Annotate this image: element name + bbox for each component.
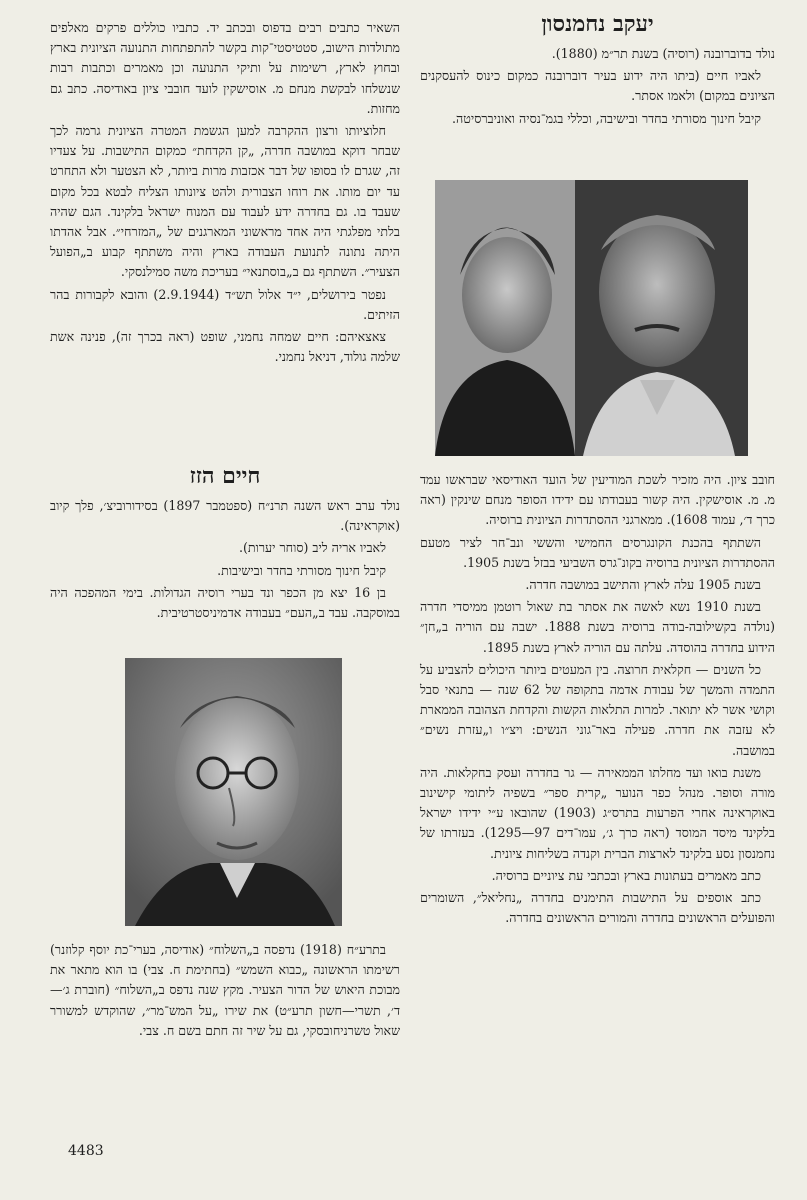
paragraph: חובב ציון. היה מזכיר לשכת המודיעין של הועד האודיסאי שבראשו עמד מ. מ. אוסישקין. היה קשור בעבודתו עם ידידו הסופר מנחם שינקין (ראה כרך ד׳, עמוד 1608). ממארגני ההסתדרות הציונית ברוסיה. <box>420 472 775 528</box>
paragraph: צאצאיהם: חיים שמחה נחמני, שופט (ראה בכרך זה), פנינה אשת שלמה גולוד, דניאל נחמני. <box>50 329 400 365</box>
portrait-man-glasses-icon <box>125 658 342 926</box>
portrait-photo-yaakov-and-ester <box>435 180 748 456</box>
paragraph: בשנת 1905 עלה לארץ והתישב במושבה חדרה. <box>525 577 761 593</box>
paragraph: קיבל חינוך מסורתי בחדר ובישיבות. <box>217 562 386 578</box>
paragraph: השאיר כתבים רבים בדפוס ובכתב יד. כתביו כוללים פרקים מאלפים מתולדות הישוב, סטטיסטי־קות בקשר להתפתחות התנועה הציונית בארץ ובחוץ לארץ, רשימות על ותיקי התנועה וכן מאמרים וכתבות רבות שנשלחו לבקשת מנחם מ. אוסישקין לועד חובבי ציון באודיסה. כתב גם מחזות. <box>50 20 400 116</box>
portrait-photo-haim-hazaz <box>125 658 342 926</box>
haim-hazaz-heading: חיים הזז <box>189 463 261 489</box>
yaakov-body <box>420 470 775 930</box>
yaakov-intro <box>420 44 775 131</box>
paragraph: משנת בואו ועד מחלתו הממאירה — גר בחדרה ועסק בחקלאות. היה מורה וסופר. מנהל כפר הנוער „קרית ספר״ בשפיה ליתומי קישינוב באוקראינה אחרי הפרעות בתרס״ג (1903) שהובאו ע״י ידידו ישראל בלקינד מיסד המוסד (ראה כרך ג׳, עמו־דים 97—1295). בעזרתו של נחמנסון נסע בלקינד לארצות הברית וקנדה בשליחות ציונית. <box>420 764 776 861</box>
paragraph: בתרע״ח (1918) נדפסה ב„השלוח״ (אודיסה, בערי־כת יוסף קלוזנר) רשימתו הראשונה „כבוא השמש״ (בחתימת ח. צבי) בו הוא מתאר את מבוכת היאוש של הדור הצעיר. מקץ שנה נדפס ב„השלוח״ (חוברת ג׳—ד׳, תשרי—חשון תרע״ט) את שירו „על המש־מר״, שהוקדש למשורר שאול טשרניחובסקי, גם על שיר זה חתם בשם ח. צבי. <box>50 942 400 1038</box>
page-number: 4483 <box>68 1143 104 1159</box>
paragraph: נפטר בירושלים, י״ד אלול תש״ד (2.9.1944) והובא לקבורות בהר הזיתים. <box>50 286 400 322</box>
paragraph: כתב מאמרים בעתונות בארץ ובכתבי עת ציוניים ברוסיה. <box>491 867 761 883</box>
paragraph: נולד ערב ראש השנה תרנ״ח (ספטמבר 1897) בסידורוביצ׳, פלך קיוב (אוקראינה). <box>50 498 400 534</box>
paragraph: השתתף בהכנת הקונגרסים החמישי והששי ונב־חר לציר מטעם ההסתדרות הציונית ברוסיה בקונ־גרס השביעי בבזל בשנת 1905. <box>420 534 775 570</box>
paragraph: בן 16 יצא מן הכפר ונד בערי רוסיה הגדולות. בימי המהפכה היה במוסקבה. עבד ב„העם״ בעבודה אדמיניסטרטיבית. <box>50 584 400 621</box>
left-column-top <box>50 18 400 369</box>
paragraph: לאביו אריה ליב (סוחר יערות). <box>239 540 386 556</box>
paragraph: כתב אוספים על התישבות התימנים בחדרה „נחליאל״, השומרים והפועלים הראשונים בחדרה והמורים הראשונים בחדרה. <box>420 890 775 926</box>
paragraph: לאביו חיים (ביתו היה ידוע בעיר דוברובנה כמקום כינוס להעסקנים הציונים במקום) ולאמו אסתר. <box>420 68 775 104</box>
paragraph: בשנת 1910 נשא לאשה את אסתר בת שאול רוטמן ממיסדי חדרה (נולדה בקשילובה-בודה ברוסיה בשנת 1888. ישבה עם הוריה ב„חן״ הידוע בחדרה בהוסדה. עלתה עם הוריה לארץ בשנת 1895. <box>420 599 775 655</box>
paragraph: נולד בדוברובנה (רוסיה) בשנת תר״מ (1880). <box>551 46 775 61</box>
paragraph: כל השנים — חקלאית חרוצה. בין המעטים ביותר היכולים להצביע על התמדה והמשך של עבודת אדמה בתקופה של 62 שנה — בתנאי סבל וקושי אשר לא יתואר. למרות התלאות הקשות והקדחת הצהובה הממארת לא עזבה את חדרה. פעילה באר־גוני הנשים: ויצ״ו ו„עזרת נשים״ במושבה. <box>420 661 775 758</box>
paragraph: קיבל חינוך מסורתי בחדר ובישיבה, וכללי בגמ־נסיה ואוניברסיטה. <box>452 110 761 126</box>
paragraph: חלוציותו ורצון ההקרבה למען הגשמת המטרה הציונית גרמה לכך שבחר דוקא במושבה חדרה, „קן הקדחת״ כמקום התישבות. על צעדיו זה, שגרם לו בסופו של דבר אכזבות מרות ביותר, לא הצטער ולא התחרט עד יום מותו. את רוחו הצבורית ולהט ציונותו הצליח לבטא בכל מקום שעבד בו. גם בחדרה ידע לעבוד עם המנוח ישראל בלקינד. הגם שהיה בלתי מפלגתי היה אחד מראשוני המארגנים של „המזרחי״. אבל אהדתו היתה נתונה לתנועת העבודה בארץ והיה משתתף קבוע ב„הפועל הצעיר״. השתתף גם ב„בוסתנאי״ בעריכת משה סמילנסקי. <box>50 123 400 280</box>
yaakov-nachmanson-heading: יעקב נחמנסון <box>541 11 654 37</box>
couple-portrait-icon <box>435 180 748 456</box>
haim-bottom-text <box>50 940 400 1043</box>
haim-intro <box>50 496 400 625</box>
